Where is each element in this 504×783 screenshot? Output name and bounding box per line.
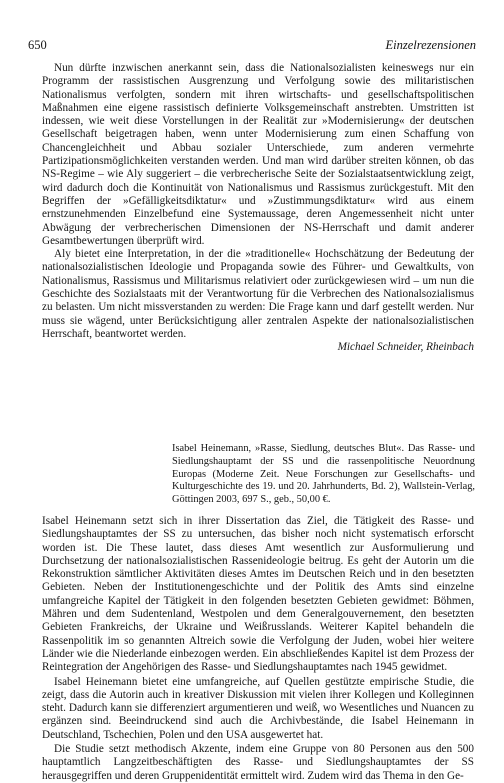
paragraph: Die Studie setzt methodisch Akzente, indem eine Gruppe von 80 Personen aus den 500 hauptamtlich Langzeitbeschäftigten des Rasse- und Siedlungshauptamtes der SS herausgegriffen und deren Gruppenidentität ermittelt wird. Zudem wird das Thema in den Ge- — [42, 743, 474, 782]
paragraph: Isabel Heinemann setzt sich in ihrer Dissertation das Ziel, die Tätigkeit des Rasse- und Siedlungshauptamtes der SS zu untersuchen, das bisher noch nicht systematisch erforscht worden ist. Die These lautet, dass dieses Amt wesentlich zur Ausformulierung und Durchsetzung der nationalsozialistischen Rassenideologie beitrug. Es geht der Autorin um die Rekonstruktion sämtlicher Aktivitäten dieses Amtes im Deutschen Reich und in den besetzten Gebieten. Neben der Institutionengeschichte und der Politik des Amts sind einzelne umfangreiche Kapitel der Tätigkeit in den folgenden besetzten Gebieten gewidmet: Böhmen, Mähren und dem Sudentenland, Westpolen und dem Generalgouvernement, den besetzten Gebieten Frankreichs, der Ukraine und Weißrusslands. Weiterer Kapitel behandeln die Rassenpolitik im so genannten Altreich sowie die Verfolgung der Juden, wobei hier weitere Länder wie die Niederlande einbezogen werden. Ein abschließendes Kapitel ist dem Prozess der Reintegration der Angehörigen des Rasse- und Siedlungshauptamtes nach 1945 gewidmet. — [42, 515, 474, 674]
reviewer-signature: Michael Schneider, Rheinbach — [337, 341, 474, 354]
review-1 — [42, 62, 474, 355]
section-title: Einzelrezensionen — [385, 38, 476, 52]
review-2 — [42, 515, 474, 783]
bibliography-entry: Isabel Heinemann, »Rasse, Siedlung, deutsches Blut«. Das Rasse- und Siedlungshauptamt der SS und die rassenpolitische Neuordnung Europas (Moderne Zeit. Neue Forschungen zur Gesellschafts- und Kulturgeschichte des 19. und 20. Jahrhunderts, Bd. 2), Wallstein-Verlag, Göttingen 2003, 697 S., geb., 50,00 €. — [172, 443, 475, 506]
page-number: 650 — [28, 38, 47, 52]
paragraph: Isabel Heinemann bietet eine umfangreiche, auf Quellen gestützte empirische Studie, die zeigt, dass die Autorin auch in kreativer Diskussion mit vielen ihrer Kollegen und Kolleginnen steht. Dadurch kann sie differenziert argumentieren und weiß, wo Wesentliches und Nuancen zu ergänzen sind. Beeindruckend sind auch die Archivbestände, die Isabel Heinemann in Deutschland, Tschechien, Polen und den USA ausgewertet hat. — [42, 675, 474, 741]
paragraph: Nun dürfte inzwischen anerkannt sein, dass die Nationalsozialisten keineswegs nur ein Programm der rassistischen Ausgrenzung und Verfolgung sowie des militaristischen Nationalismus verfolgten, sondern mit ihren wirtschafts- und gesellschaftspolitischen Maßnahmen eine eigene rassistisch definierte Volksgemeinschaft anstrebten. Umstritten ist indessen, wie weit diese Vorstellungen in der Realität zur »Modernisierung« der deutschen Gesellschaft beigetragen haben, wenn unter Modernisierung zum einen Schaffung von Chancengleichheit und Abbau sozialer Unterschiede, zum anderen vermehrte Partizipationsmöglichkeiten verstanden werden. Und man wird darüber streiten können, ob das NS-Regime – wie Aly suggeriert – die verbrecherische Seite der Sozialstaatsentwicklung zeigt, wird dadurch doch die Kontinuität von Nationalismus und Rassismus zurückgestuft. Mit den Begriffen der »Gefälligkeitsdiktatur« und »Zustimmungsdiktatur« wird aus einem ernstzunehmenden Einzelbefund eine Systemaussage, deren Angemessenheit nicht unter Abwägung der verbrecherischen Dimensionen der NS-Herrschaft und damit anderer Gesamtbewertungen überprüft wird. — [42, 62, 474, 247]
paragraph: Aly bietet eine Interpretation, in der die »traditionelle« Hochschätzung der Bedeutung der nationalsozialistischen Ideologie und Propaganda sowie des Führer- und Gewaltkults, von Nationalismus, Rassismus und Militarismus relativiert oder zurückgewiesen wird – um nun die Geschichte des Sozialstaats mit der Verantwortung für die Verbrechen des Nationalsozialismus zu belasten. Um nicht missverstanden zu werden: Die Frage kann und darf gestellt werden. Nur muss sie wägend, unter Berücksichtigung aller zentralen Aspekte der nationalsozialistischen Herrschaft, beantwortet werden. — [42, 248, 474, 340]
